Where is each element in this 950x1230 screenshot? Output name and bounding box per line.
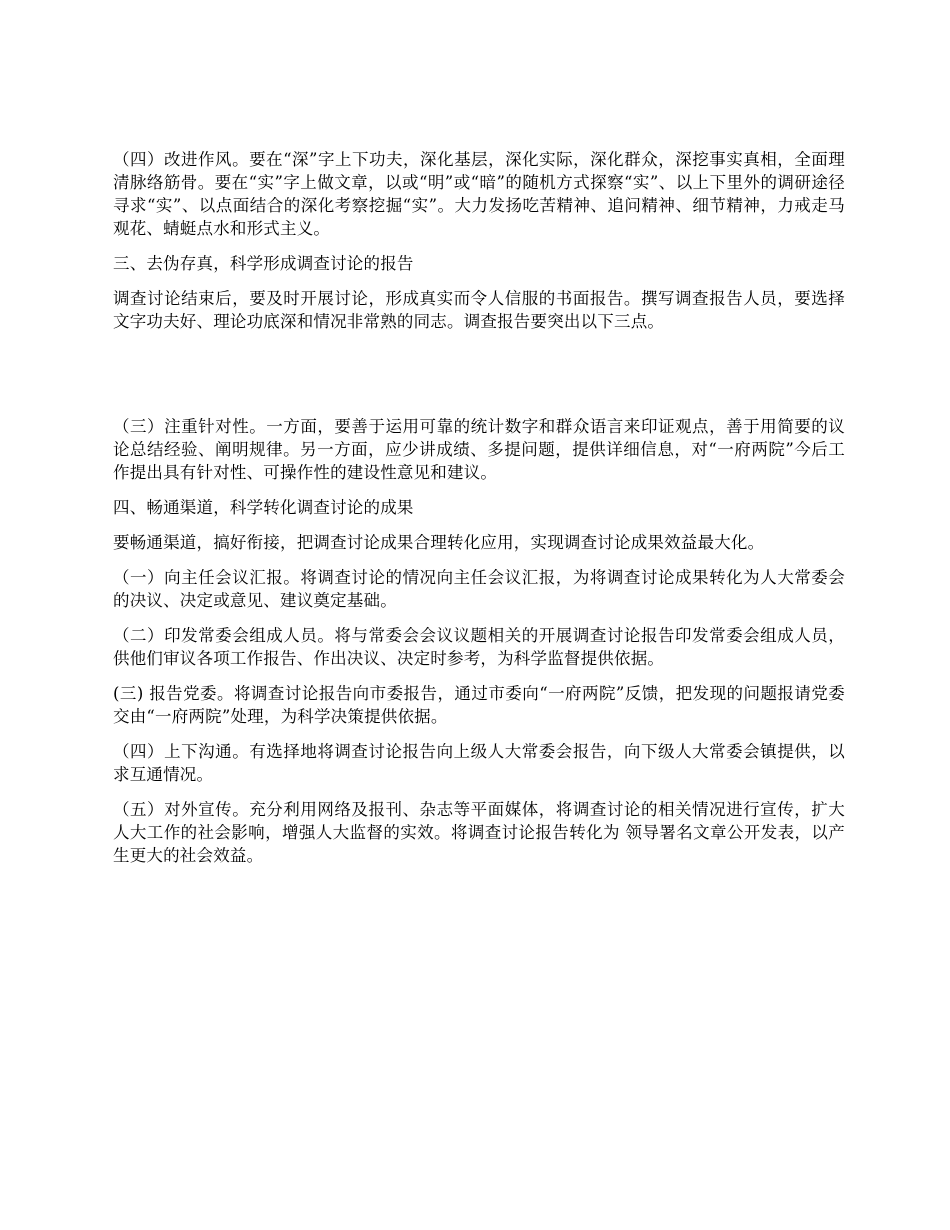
blank-gap [113, 333, 845, 415]
paragraph-spacer [113, 275, 845, 287]
paragraph-publicity: （五）对外宣传。充分利用网络及报刊、杂志等平面媒体，将调查讨论的相关情况进行宣传，扩大人大工作的社会影响，增强人大监督的实效。将调查讨论报告转化为 领导署名文章公开发表，以产生更大的社会效益。 [113, 800, 845, 865]
section-heading-three: 三、去伪存真，科学形成调查讨论的报告 [113, 254, 414, 273]
paragraph-spacer [113, 554, 845, 566]
paragraph-channels: 要畅通渠道，搞好衔接，把调查讨论成果合理转化应用，实现调查讨论成果效益最大化。 [113, 533, 765, 552]
paragraph-report-writing: 调查讨论结束后，要及时开展讨论，形成真实而令人信服的书面报告。撰写调查报告人员，要选择文字功夫好、理论功底深和情况非常熟的同志。调查报告要突出以下三点。 [113, 289, 845, 331]
paragraph-report-to-directors: （一）向主任会议汇报。将调查讨论的情况向主任会议汇报，为将调查讨论成果转化为人大常委会的决议、决定或意见、建议奠定基础。 [113, 568, 845, 610]
paragraph-communication: （四）上下沟通。有选择地将调查讨论报告向上级人大常委会报告，向下级人大常委会镇提供，以求互通情况。 [113, 742, 845, 784]
paragraph-targeted: （三）注重针对性。一方面，要善于运用可靠的统计数字和群众语言来印证观点，善于用简要的议论总结经验、阐明规律。另一方面，应少讲成绩、多提问题，提供详细信息，对“一府两院”今后工作提出具有针对性、可操作性的建设性意见和建议。 [113, 417, 845, 482]
paragraph-distribute-members: （二）印发常委会组成人员。将与常委会会议议题相关的开展调查讨论报告印发常委会组成人员，供他们审议各项工作报告、作出决议、决定时参考，为科学监督提供依据。 [113, 626, 845, 668]
paragraph-improve-style: （四）改进作风。要在“深”字上下功夫，深化基层，深化实际，深化群众，深挖事实真相，全面理清脉络筋骨。要在“实”字上做文章，以或“明”或“暗”的随机方式探察“实”、以上下里外的调研途径寻求“实”、以点面结合的深化考察挖掘“实”。大力发扬吃苦精神、追问精神、细节精神，力戒走马观花、蜻蜓点水和形式主义。 [113, 150, 845, 238]
section-heading-four: 四、畅通渠道，科学转化调查讨论的成果 [113, 498, 414, 517]
paragraph-spacer [113, 786, 845, 798]
paragraph-spacer [113, 519, 845, 531]
paragraph-spacer [113, 484, 845, 496]
paragraph-spacer [113, 612, 845, 624]
document-body [113, 148, 845, 867]
paragraph-spacer [113, 240, 845, 252]
paragraph-spacer [113, 728, 845, 740]
paragraph-report-party: (三) 报告党委。将调查讨论报告向市委报告，通过市委向“一府两院”反馈，把发现的问题报请党委交由“一府两院”处理，为科学决策提供依据。 [113, 684, 845, 726]
paragraph-spacer [113, 670, 845, 682]
